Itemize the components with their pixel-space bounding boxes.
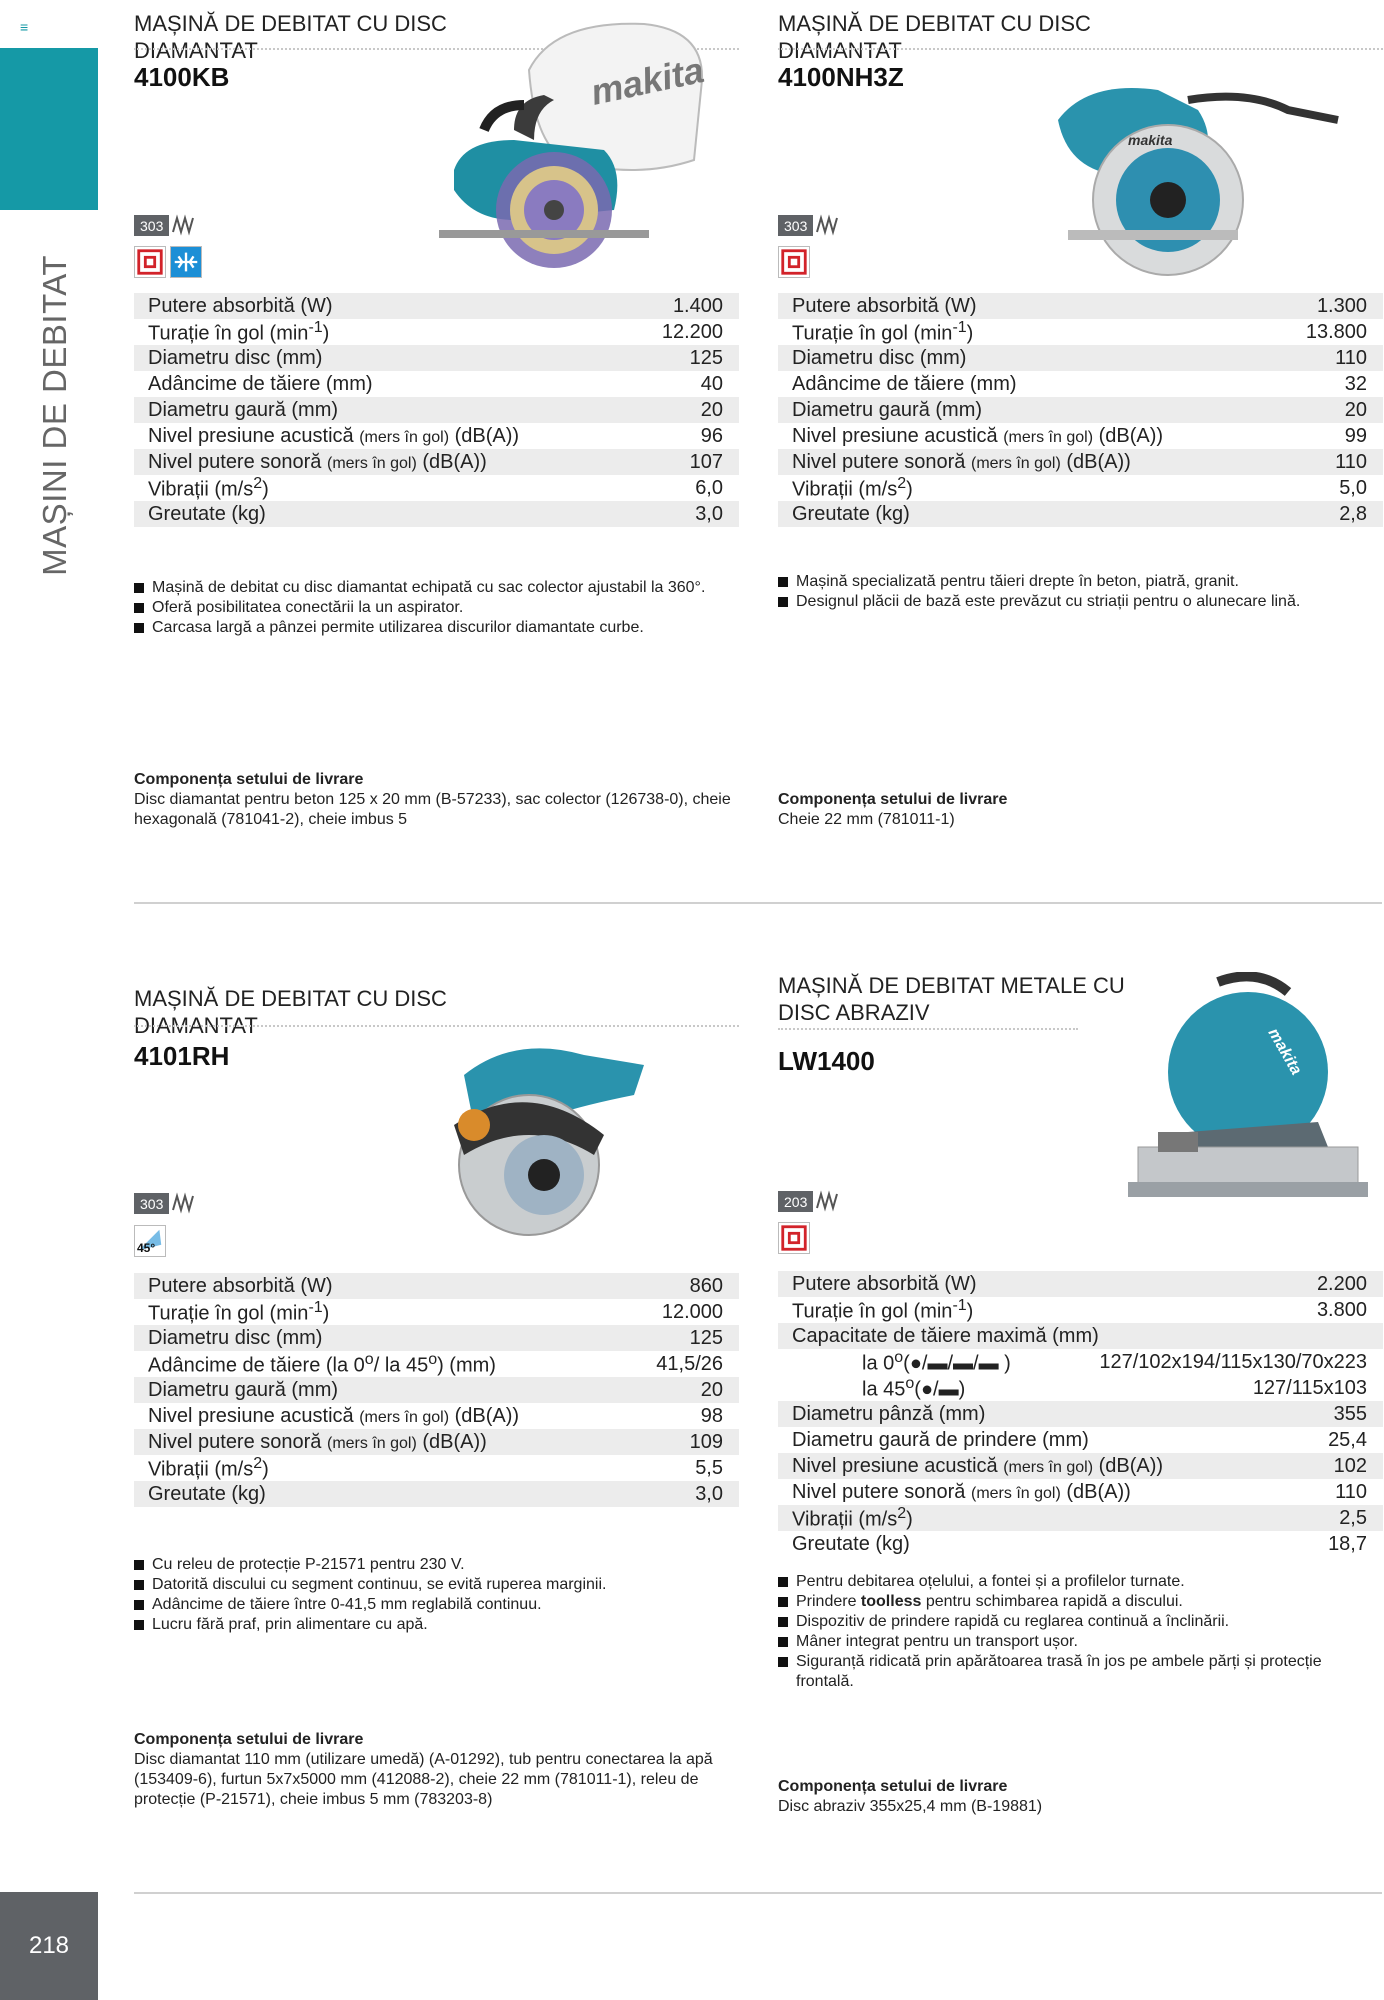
product-image: [434, 10, 714, 280]
spec-row: Vibrații $(m/s^2)$ 5,0: [792, 474, 1367, 501]
menu-icon[interactable]: ≡: [20, 19, 29, 35]
packaging-badge: [134, 214, 197, 236]
spec-row: Nivel presiune acustică (mers în gol) (dB(A)) 99: [792, 424, 1367, 447]
dust-extraction-icon: [170, 246, 202, 278]
delivery-text: Disc diamantat pentru beton 125 x 20 mm (B-57233), sac colector (126738-0), cheie hexagonală (781041-2), cheie imbus 5: [134, 791, 731, 828]
product-image: [1048, 60, 1348, 290]
model-name: LW1400: [778, 1046, 875, 1076]
feature-item: Siguranță ridicată prin apărătoarea trasă în jos pe ambele părți și protecție frontală.: [778, 1652, 1378, 1692]
product-title: MAȘINĂ DE DEBITAT METALE CU DISC ABRAZIV: [778, 973, 1125, 1025]
spec-row: Adâncime de tăiere (mm) 32: [792, 372, 1367, 395]
spec-table: [134, 1273, 739, 1507]
spec-row: Diametru gaură (mm) 20: [778, 397, 1383, 423]
package-icon: [815, 214, 841, 236]
title-divider: [134, 1025, 739, 1027]
delivery-contents: [778, 790, 1383, 830]
double-insulation-icon: [134, 246, 166, 278]
feature-item: Prindere toolless pentru schimbarea rapidă a discului.: [778, 1592, 1378, 1612]
feature-item: Carcasa largă a pânzei permite utilizarea discurilor diamantate curbe.: [134, 618, 734, 638]
badge-number: 303: [134, 1193, 169, 1214]
spec-row: Greutate (kg) 3,0: [134, 1481, 739, 1507]
spec-row: Turație în gol $(\min^{-1})$ 13.800: [792, 318, 1367, 345]
spec-row: Putere absorbită (W) 2.200: [778, 1271, 1383, 1297]
svg-text:makita: makita: [587, 49, 708, 113]
delivery-text: Disc diamantat 110 mm (utilizare umedă) (A-01292), tub pentru conectarea la apă (153409-6), furtun 5x7x5000 mm (412088-2), cheie 22 mm (781011-1), releu de protecție (P-21571), cheie imbus 5 mm (783203-8): [134, 1751, 713, 1808]
spec-row: Greutate (kg) 2,8: [778, 501, 1383, 527]
delivery-contents: [778, 1777, 1383, 1817]
spec-row: Turație în gol $(\min^{-1})$ 12.200: [148, 318, 723, 345]
package-icon: [815, 1190, 841, 1212]
product-card-lw1400: [778, 972, 1384, 1832]
spec-row: Greutate (kg) 3,0: [134, 501, 739, 527]
badge-number: 303: [778, 215, 813, 236]
delivery-title: Componența setului de livrare: [134, 1731, 364, 1748]
spec-row: Adâncime de tăiere (mm) 40: [148, 372, 723, 395]
spec-row: Diametru disc (mm) 125: [134, 1325, 739, 1351]
model-name: 4100NH3Z: [778, 62, 904, 92]
bold-keyword: toolless: [860, 1593, 922, 1610]
packaging-badge: [778, 1190, 841, 1212]
spec-row: Putere absorbită (W) 1.400: [134, 293, 739, 319]
bottom-divider: [134, 1892, 1382, 1894]
bevel-45-icon: 45°: [134, 1225, 166, 1257]
svg-text:makita: makita: [1128, 132, 1173, 148]
packaging-badge: [134, 1192, 197, 1214]
spec-row: Diametru disc (mm) 110: [778, 345, 1383, 371]
feature-list: [778, 1572, 1378, 1692]
badge-number: 303: [134, 215, 169, 236]
model-name: 4100KB: [134, 62, 230, 92]
page-number: 218: [0, 1892, 98, 2000]
spec-row: Vibrații $(m/s^2)$ 6,0: [148, 474, 723, 501]
feature-item: Cu releu de protecție P-21571 pentru 230 V.: [134, 1555, 734, 1575]
delivery-text: Cheie 22 mm (781011-1): [778, 811, 955, 828]
package-icon: [171, 214, 197, 236]
spec-row: la 45$^o$(●/▬) 127/115x103: [862, 1374, 1367, 1401]
feature-item: Mașină de debitat cu disc diamantat echipată cu sac colector ajustabil la 360°.: [134, 578, 734, 598]
section-divider: [134, 902, 1382, 904]
spec-row: Putere absorbită (W) 1.300: [778, 293, 1383, 319]
spec-row: Greutate (kg) 18,7: [792, 1532, 1367, 1555]
delivery-contents: [134, 1730, 739, 1810]
product-card-4101rh: [134, 985, 744, 1815]
feature-item: Oferă posibilitatea conectării la un aspirator.: [134, 598, 734, 618]
feature-item: Datorită discului cu segment continuu, se evită ruperea marginii.: [134, 1575, 734, 1595]
delivery-title: Componența setului de livrare: [134, 771, 364, 788]
spec-table: [778, 293, 1383, 527]
feature-item: Dispozitiv de prindere rapidă cu reglarea continuă a înclinării.: [778, 1612, 1378, 1632]
product-title: MAȘINĂ DE DEBITAT CU DISC DIAMANTAT: [134, 11, 447, 63]
feature-list: [134, 578, 734, 638]
product-card-4100kb: [134, 10, 744, 840]
feature-item: Pentru debitarea oțelului, a fontei și a profilelor turnate.: [778, 1572, 1378, 1592]
product-title: MAȘINĂ DE DEBITAT CU DISC DIAMANTAT: [778, 11, 1091, 63]
spec-row: Nivel putere sonoră (mers în gol) (dB(A)) 110: [792, 1480, 1367, 1503]
feature-list: [778, 572, 1378, 612]
double-insulation-icon: [778, 246, 810, 278]
feature-item: Mașină specializată pentru tăieri drepte în beton, piatră, granit.: [778, 572, 1378, 592]
spec-row: Nivel putere sonoră (mers în gol) (dB(A)) 110: [778, 449, 1383, 475]
packaging-badge: [778, 214, 841, 236]
spec-row: Vibrații $(m/s^2)$ 5,5: [148, 1454, 723, 1481]
badge-number: 203: [778, 1191, 813, 1212]
feature-item: Designul plăcii de bază este prevăzut cu striații pentru o alunecare lină.: [778, 592, 1378, 612]
feature-list: [134, 1555, 734, 1635]
product-title: MAȘINĂ DE DEBITAT CU DISC DIAMANTAT: [134, 986, 447, 1038]
spec-row: Diametru gaură de prindere (mm) 25,4: [792, 1428, 1367, 1451]
svg-text:makita: makita: [1264, 1025, 1305, 1078]
spec-row: Diametru disc (mm) 125: [134, 345, 739, 371]
delivery-text: Disc abraziv 355x25,4 mm (B-19881): [778, 1798, 1043, 1815]
feature-item: Adâncime de tăiere între 0-41,5 mm reglabilă continuu.: [134, 1595, 734, 1615]
spec-table: [134, 293, 739, 527]
spec-row: Diametru pânză (mm) 355: [778, 1401, 1383, 1427]
title-divider: [778, 48, 1383, 50]
spec-row: Adâncime de tăiere (la 0$^o$/ la 45$^o$) (mm) 41,5/26: [148, 1350, 723, 1377]
spec-row: Diametru gaură (mm) 20: [134, 1377, 739, 1403]
spec-row: Turație în gol $(\min^{-1})$ 12.000: [148, 1298, 723, 1325]
delivery-title: Componența setului de livrare: [778, 791, 1008, 808]
spec-row: Nivel presiune acustică (mers în gol) (dB(A)) 102: [778, 1453, 1383, 1479]
spec-row: la 0$^o$(●/▬/▬/▬ ) 127/102x194/115x130/70x223: [862, 1348, 1367, 1375]
spec-row: Nivel presiune acustică (mers în gol) (dB(A)) 96: [148, 424, 723, 447]
delivery-title: Componența setului de livrare: [778, 1778, 1008, 1795]
product-image: [1118, 972, 1368, 1222]
spec-row: Capacitate de tăiere maximă (mm): [778, 1323, 1383, 1349]
package-icon: [171, 1192, 197, 1214]
section-title-vertical: MAȘINI DE DEBITAT: [36, 254, 73, 576]
spec-row: Nivel putere sonoră (mers în gol) (dB(A)) 109: [134, 1429, 739, 1455]
section-color-tab: [0, 48, 98, 210]
feature-item: Mâner integrat pentru un transport ușor.: [778, 1632, 1378, 1652]
product-image: [414, 1035, 654, 1245]
delivery-contents: [134, 770, 739, 830]
spec-table: [778, 1271, 1383, 1557]
feature-item: Lucru fără praf, prin alimentare cu apă.: [134, 1615, 734, 1635]
spec-row: Turație în gol $(\min^{-1})$ 3.800: [792, 1296, 1367, 1323]
product-card-4100nh3z: [778, 10, 1384, 840]
model-name: 4101RH: [134, 1041, 230, 1071]
double-insulation-icon: [778, 1222, 810, 1254]
spec-row: Nivel putere sonoră (mers în gol) (dB(A)) 107: [134, 449, 739, 475]
spec-row: Vibrații $(m/s^2)$ 2,5: [778, 1505, 1383, 1531]
spec-row: Putere absorbită (W) 860: [134, 1273, 739, 1299]
spec-row: Diametru gaură (mm) 20: [134, 397, 739, 423]
spec-row: Nivel presiune acustică (mers în gol) (dB(A)) 98: [148, 1404, 723, 1427]
title-divider: [778, 1028, 1078, 1030]
